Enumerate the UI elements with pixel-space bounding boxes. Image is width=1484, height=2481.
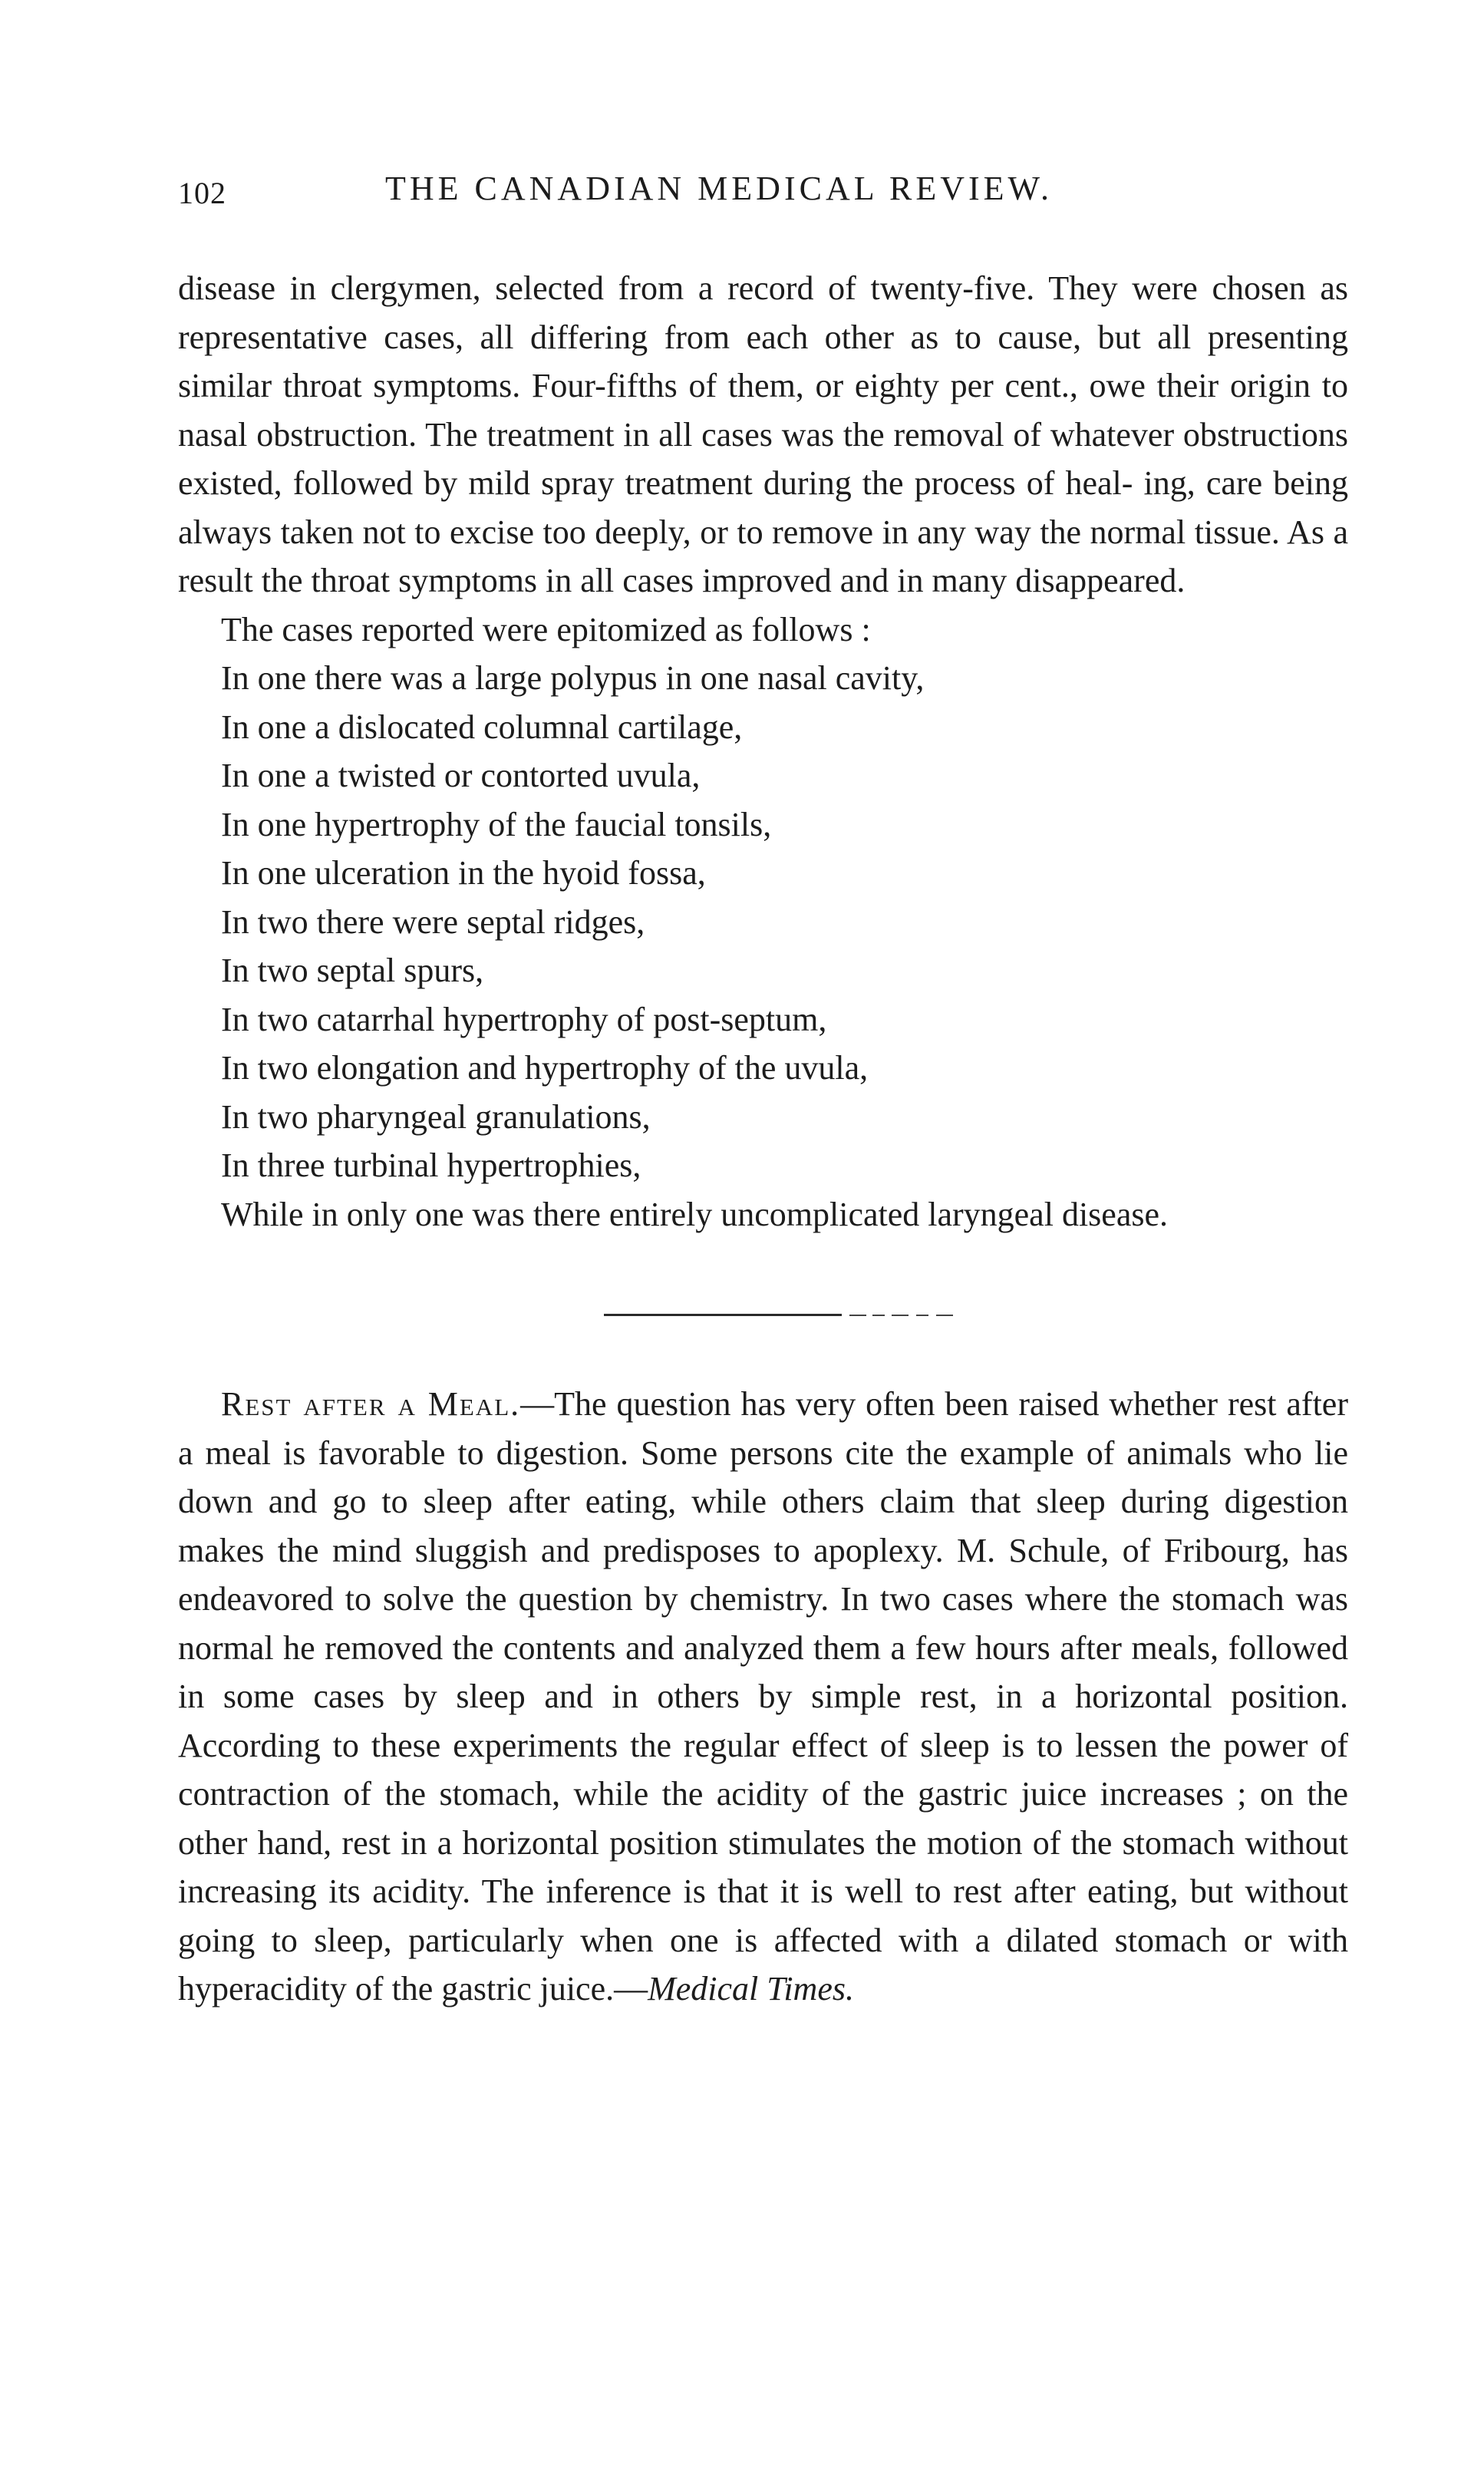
case-item: In three turbinal hypertrophies, [221, 1146, 641, 1184]
divider-dash [892, 1315, 909, 1316]
case-item: In two elongation and hypertrophy of the uvula, [221, 1049, 869, 1087]
journal-title: THE CANADIAN MEDICAL REVIEW. [385, 170, 1053, 207]
closing-sentence: While in only one was there entirely uncomplicated laryngeal disease. [221, 1195, 1168, 1233]
case-item: In one ulceration in the hyoid fossa, [221, 854, 706, 892]
case-list [178, 654, 1348, 1190]
running-head [178, 169, 1348, 230]
page-number: 102 [178, 176, 226, 210]
case-item: In one hypertrophy of the faucial tonsils, [221, 805, 772, 843]
case-item: In two there were septal ridges, [221, 902, 645, 941]
case-item: In one a dislocated columnal cartilage, [221, 708, 743, 746]
case-item: In one there was a large polypus in one nasal cavity, [221, 659, 925, 697]
cases-intro: The cases reported were epitomized as follows : [221, 610, 871, 648]
case-item: In one a twisted or contorted uvula, [221, 757, 701, 794]
divider-rule [604, 1314, 842, 1316]
divider-dash [936, 1315, 953, 1316]
divider-dash [849, 1315, 866, 1316]
opening-paragraph: disease in clergymen, selected from a record of twenty-five. They were chosen as representative cases, all differing from each other as to cause, but all presenting similar throat symptoms. Four-fifths of them, or eighty per cent., owe their origin to nasal obstruction. The treatment in all cases was the removal of whatever obstructions existed, followed by mild spray treatment during the process of heal- ing, care being always taken not to excise too deeply, or to remove in any way the normal tissue. As a result the throat symptoms in all cases improved and in many disappeared. [178, 269, 1348, 599]
section-divider [178, 1314, 1348, 1315]
divider-dash [916, 1315, 928, 1316]
article-source: Medical Times. [648, 1970, 854, 2008]
page [178, 169, 1348, 2014]
divider-dash [872, 1315, 885, 1316]
article-body: —The question has very often been raised whether rest after a meal is favorable to digestion. Some persons cite the example of animals who lie down and go to sleep after eating, while others claim that sleep during digestion makes the mind sluggish and predisposes to apoplexy. M. Schule, of Fribourg, has endeavored to solve the question by chemistry. In two cases where the stomach was normal he removed the contents and analyzed them a few hours after meals, followed in some cases by sleep and in others by simple rest, in a horizontal position. According to these experiments the regular effect of sleep is to lessen the power of contraction of the stomach, while the acidity of the gastric juice increases ; on the other hand, rest in a horizontal position stimulates the motion of the stomach without increasing its acidity. The inference is that it is well to rest after eating, but without going to sleep, particularly when one is affected with a dilated stomach or with hyperacidity of the gastric juice.— [178, 1385, 1348, 2008]
case-item: In two catarrhal hypertrophy of post-septum, [221, 1000, 827, 1038]
case-item: In two septal spurs, [221, 952, 484, 989]
article-heading: Rest after a Meal. [221, 1385, 521, 1423]
case-item: In two pharyngeal granulations, [221, 1097, 651, 1136]
article-paragraph [178, 1380, 1348, 2014]
